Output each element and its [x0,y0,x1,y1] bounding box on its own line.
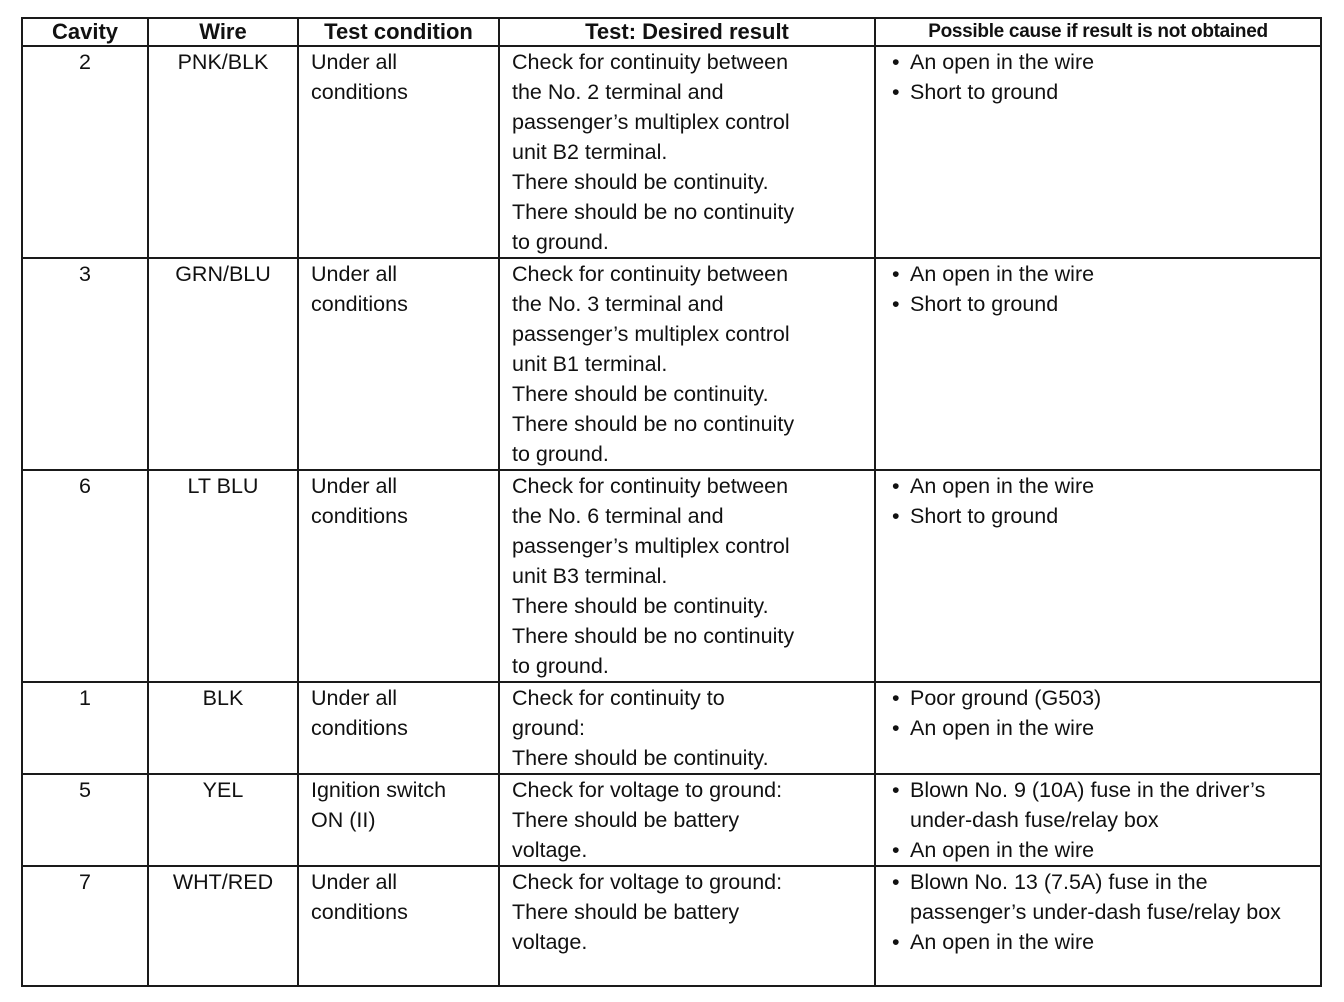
cavity-cell: 2 [22,46,148,258]
condition-line: ON (II) [311,808,376,832]
result-line: unit B1 terminal. [512,352,668,376]
cause-cell [875,866,1321,986]
condition-cell [298,470,499,682]
cause-item: • Poor ground (G503) [888,683,1314,713]
result-cell [499,866,875,986]
header-wire: Wire [148,18,298,46]
test-table-container [21,17,1322,987]
result-line: passenger’s multiplex control [512,534,790,558]
condition-line: conditions [311,900,408,924]
header-desired-result: Test: Desired result [499,18,875,46]
cause-item: • An open in the wire [888,927,1314,957]
result-line: There should be no continuity [512,624,795,648]
result-line: the No. 3 terminal and [512,292,724,316]
wire-cell: YEL [148,774,298,866]
result-line: There should be battery [512,808,740,832]
cause-item: • An open in the wire [888,259,1314,289]
cause-item: • Blown No. 9 (10A) fuse in the driver’s under-dash fuse/relay box [888,775,1314,835]
result-line: voltage. [512,838,588,862]
cause-item: • Blown No. 13 (7.5A) fuse in the passenger’s under-dash fuse/relay box [888,867,1314,927]
result-cell [499,470,875,682]
result-line: There should be no continuity [512,200,795,224]
wire-cell: GRN/BLU [148,258,298,470]
table-row [22,470,1321,682]
cause-item: • Short to ground [888,289,1314,319]
condition-line: Under all [311,262,398,286]
result-cell [499,682,875,774]
condition-line: Ignition switch [311,778,447,802]
result-line: There should be continuity. [512,382,769,406]
header-test-condition: Test condition [298,18,499,46]
cavity-cell: 6 [22,470,148,682]
header-possible-cause: Possible cause if result is not obtained [875,18,1321,46]
condition-line: conditions [311,292,408,316]
cause-item: • An open in the wire [888,47,1314,77]
cause-list [888,259,1314,319]
table-row [22,258,1321,470]
result-line: Check for continuity to [512,686,725,710]
result-line: the No. 2 terminal and [512,80,724,104]
cavity-cell: 3 [22,258,148,470]
condition-cell [298,46,499,258]
result-line: to ground. [512,654,609,678]
condition-line: Under all [311,474,398,498]
cause-cell [875,682,1321,774]
cause-item: • An open in the wire [888,471,1314,501]
cause-list [888,867,1314,957]
result-line: Check for voltage to ground: [512,870,783,894]
result-line: Check for continuity between [512,262,789,286]
cause-list [888,683,1314,743]
cause-item: • An open in the wire [888,835,1314,865]
condition-line: Under all [311,686,398,710]
result-line: voltage. [512,930,588,954]
condition-cell [298,682,499,774]
cavity-cell: 7 [22,866,148,986]
condition-cell [298,258,499,470]
condition-line: Under all [311,870,398,894]
result-line: ground: [512,716,585,740]
result-line: to ground. [512,230,609,254]
cavity-cell: 1 [22,682,148,774]
condition-line: conditions [311,80,408,104]
result-line: unit B2 terminal. [512,140,668,164]
result-line: Check for voltage to ground: [512,778,783,802]
wire-cell: LT BLU [148,470,298,682]
cause-item: • Short to ground [888,77,1314,107]
cause-cell [875,258,1321,470]
cause-list [888,775,1314,865]
cause-cell [875,46,1321,258]
condition-cell [298,866,499,986]
result-line: passenger’s multiplex control [512,110,790,134]
table-row [22,46,1321,258]
condition-line: conditions [311,504,408,528]
cause-item: • Short to ground [888,501,1314,531]
table-row [22,682,1321,774]
table-row [22,774,1321,866]
result-cell [499,46,875,258]
cause-item: • An open in the wire [888,713,1314,743]
result-line: the No. 6 terminal and [512,504,724,528]
condition-line: conditions [311,716,408,740]
result-line: There should be no continuity [512,412,795,436]
condition-cell [298,774,499,866]
result-line: There should be continuity. [512,594,769,618]
result-line: There should be battery [512,900,740,924]
result-cell [499,774,875,866]
cause-list [888,47,1314,107]
connector-test-table [21,17,1322,987]
header-row [22,18,1321,46]
wire-cell: BLK [148,682,298,774]
result-line: Check for continuity between [512,50,789,74]
result-line: passenger’s multiplex control [512,322,790,346]
result-line: to ground. [512,442,609,466]
header-cavity: Cavity [22,18,148,46]
table-row [22,866,1321,986]
wire-cell: WHT/RED [148,866,298,986]
cavity-cell: 5 [22,774,148,866]
result-line: There should be continuity. [512,746,769,770]
condition-line: Under all [311,50,398,74]
cause-cell [875,470,1321,682]
cause-list [888,471,1314,531]
wire-cell: PNK/BLK [148,46,298,258]
result-cell [499,258,875,470]
result-line: Check for continuity between [512,474,789,498]
result-line: There should be continuity. [512,170,769,194]
cause-cell [875,774,1321,866]
result-line: unit B3 terminal. [512,564,668,588]
